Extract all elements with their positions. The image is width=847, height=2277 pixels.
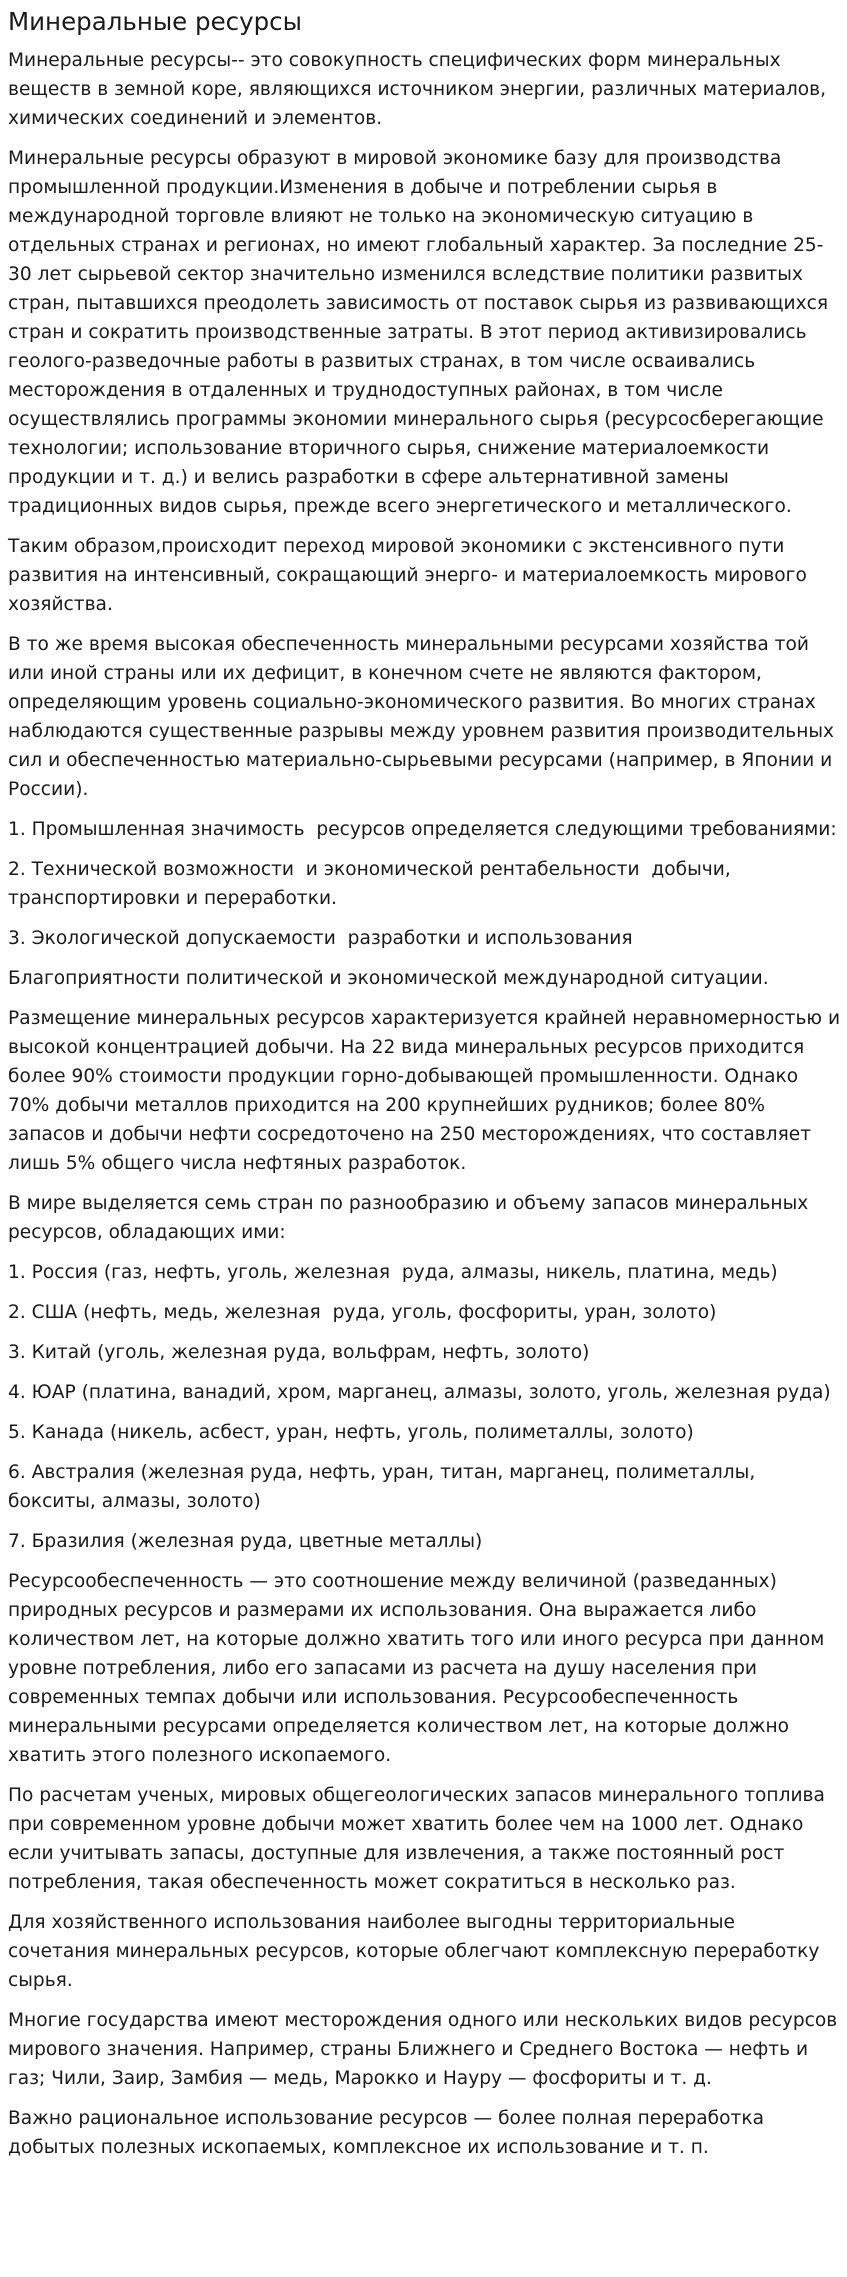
list-item-technical: 2. Технической возможности и экономической рентабельности добычи, транспортировки и переработки. (8, 859, 737, 909)
paragraph-resource-availability: Ресурсообеспеченность — это соотношение между величиной (разведанных) природных ресурсов и размерами их использования. Она выражается либо количеством лет, на которые должно хватить того или иного ресурса при данном уровне потребления, либо его запасами из расчета на душу населения при современных темпах добычи или использования. Ресурсообеспеченность минеральными ресурсами определяется количеством лет, на которые должно хватить этого полезного ископаемого. (8, 1571, 831, 1766)
list-item-canada: 5. Канада (никель, асбест, уран, нефть, уголь, полиметаллы, золото) (8, 1422, 694, 1443)
list-item-south-africa: 4. ЮАР (платина, ванадий, хром, марганец, алмазы, золото, уголь, железная руда) (8, 1382, 831, 1403)
list-item-china: 3. Китай (уголь, железная руда, вольфрам, нефть, золото) (8, 1342, 590, 1363)
list-item-requirements: 1. Промышленная значимость ресурсов определяется следующими требованиями: (8, 819, 837, 840)
list-item-russia: 1. Россия (газ, нефть, уголь, железная руда, алмазы, никель, платина, медь) (8, 1262, 778, 1283)
page-title: Минеральные ресурсы (8, 7, 302, 36)
paragraph-world-economy: Минеральные ресурсы образуют в мировой экономике базу для производства промышленной продукции.Изменения в добыче и потреблении сырья в международной торговле влияют не только на экономическую ситуацию в отдельных странах и регионах, но имеют глобальный характер. За последние 25-30 лет сырьевой сектор значительно изменился вследствие политики развитых стран, пытавшихся преодолеть зависимость от поставок сырья из развивающихся стран и сократить производственные затраты. В этот период активизировались геолого-разведочные работы в развитых странах, в том числе осваивались месторождения в отдаленных и труднодоступных районах, в том числе осуществлялись программы экономии минерального сырья (ресурсосберегающие технологии; использование вторичного сырья, снижение материалоемкости продукции и т. д.) и велись разработки в сфере альтернативной замены традиционных видов сырья, прежде всего энергетического и металлического. (8, 148, 834, 517)
paragraph-territorial: Для хозяйственного использования наиболее выгодны территориальные сочетания минеральных ресурсов, которые облегчают комплексную переработку сырья. (8, 1912, 826, 1991)
paragraph-provision: В то же время высокая обеспеченность минеральными ресурсами хозяйства той или иной страны или их дефицит, в конечном счете не являются фактором, определяющим уровень социально-экономического развития. Во многих странах наблюдаются существенные разрывы между уровнем развития производительных сил и обеспеченностью материально-сырьевыми ресурсами (например, в Японии и России). (8, 634, 840, 800)
list-item-australia: 6. Австралия (железная руда, нефть, уран, титан, марганец, полиметаллы, бокситы, алмазы, золото) (8, 1462, 762, 1512)
paragraph-definition: Минеральные ресурсы-- это совокупность специфических форм минеральных веществ в земной коре, являющихся источником энергии, различных материалов, химических соединений и элементов. (8, 50, 832, 129)
paragraph-fuel-reserves: По расчетам ученых, мировых общегеологических запасов минерального топлива при современном уровне добычи может хватить более чем на 1000 лет. Однако если учитывать запасы, доступные для извлечения, а также постоянный рост потребления, такая обеспеченность может сократиться в несколько раз. (8, 1785, 831, 1893)
paragraph-seven-countries: В мире выделяется семь стран по разнообразию и объему запасов минеральных ресурсов, обладающих ими: (8, 1193, 815, 1243)
list-item-usa: 2. США (нефть, медь, железная руда, уголь, фосфориты, уран, золото) (8, 1302, 717, 1323)
paragraph-deposits: Многие государства имеют месторождения одного или нескольких видов ресурсов мирового значения. Например, страны Ближнего и Среднего Востока — нефть и газ; Чили, Заир, Замбия — медь, Марокко и Науру — фосфориты и т. д. (8, 2010, 844, 2089)
list-item-ecological: 3. Экологической допускаемости разработки и использования (8, 928, 633, 949)
paragraph-distribution: Размещение минеральных ресурсов характеризуется крайней неравномерностью и высокой концентрацией добычи. На 22 вида минеральных ресурсов приходится более 90% стоимости продукции горно-добывающей промышленности. Однако 70% добычи металлов приходится на 200 крупнейших рудников; более 80% запасов и добычи нефти сосредоточено на 250 месторождениях, что составляет лишь 5% общего числа нефтяных разработок. (8, 1008, 846, 1174)
paragraph-transition: Таким образом,происходит переход мировой экономики с экстенсивного пути развития на интенсивный, сокращающий энерго- и материалоемкость мирового хозяйства. (8, 536, 813, 615)
list-item-brazil: 7. Бразилия (железная руда, цветные металлы) (8, 1531, 483, 1552)
paragraph-political: Благоприятности политической и экономической международной ситуации. (8, 968, 769, 989)
paragraph-rational-use: Важно рациональное использование ресурсов — более полная переработка добытых полезных ископаемых, комплексное их использование и т. п. (8, 2108, 770, 2158)
